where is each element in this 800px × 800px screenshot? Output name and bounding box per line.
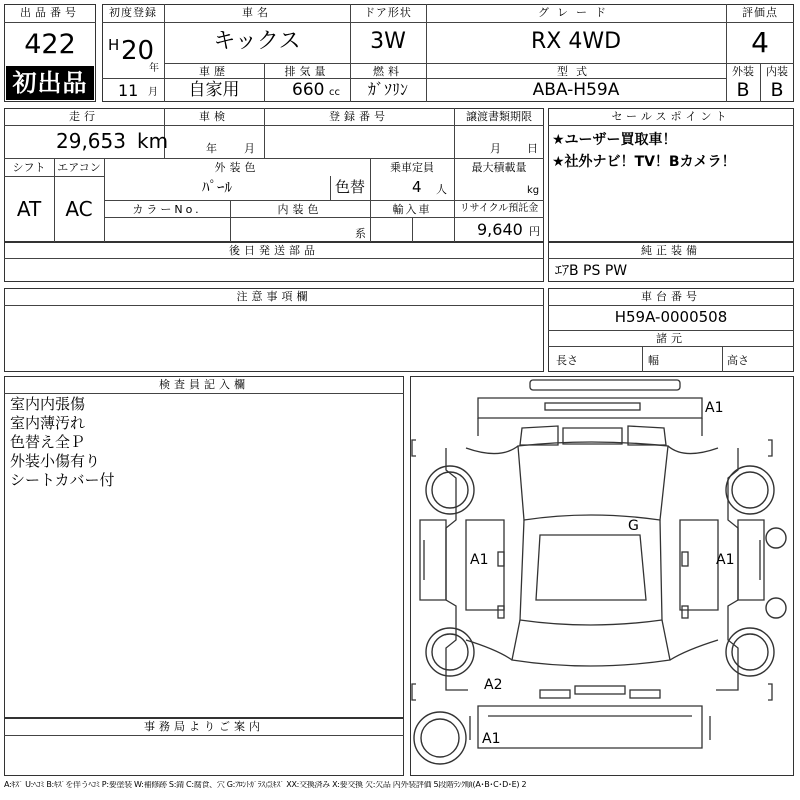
first-registration-year: 20 [121, 36, 155, 66]
inspector-note: 室内内張傷 [10, 395, 86, 413]
aircon: AC [65, 197, 93, 221]
car-name-label: 車名 [242, 6, 272, 19]
damage-mark-rear-left: A2 [484, 677, 503, 693]
lot-number-label: 出品番号 [20, 6, 80, 19]
color-number-label: カラーNo. [132, 203, 202, 216]
grade: RX 4WD [530, 29, 622, 54]
height-label: 高さ [727, 354, 749, 367]
inspection-year-unit: 年 [206, 142, 217, 155]
door-label: ドア形状 [364, 6, 412, 19]
transfer-day-unit: 日 [527, 142, 538, 155]
capacity: 4 [412, 178, 422, 196]
legend: A:ｷｽﾞ U:ﾍｺﾐ B:ｷｽﾞを伴うﾍｺﾐ P:要塗装 W:補修跡 S:錆 C:腐食、穴 G:ﾌﾛﾝﾄｶﾞﾗｽ点ｷｽﾞ XX:交換済み X:要交換 欠:欠品 内外装評価 5段階ﾗﾝｸ順(A･B･C･D･E) 2 [4, 781, 527, 789]
equipment: ｴｱB PS PW [555, 263, 628, 279]
interior-grade-label: 内装 [766, 65, 788, 78]
sales-point-line: ★ユーザー買取車！ [552, 132, 677, 148]
transfer-month-unit: 月 [490, 142, 501, 155]
car-diagram-box [410, 376, 794, 776]
sales-points-box [548, 108, 794, 242]
color-change: 色替 [334, 178, 365, 196]
recycle-label: リサイクル預託金 [459, 203, 539, 214]
office-notice-label: 事務局よりご案内 [144, 720, 264, 733]
recycle-unit: 円 [529, 225, 540, 238]
max-load-label: 最大積載量 [471, 161, 527, 174]
exterior-grade-label: 外装 [732, 65, 754, 78]
registration-number-label: 登録番号 [329, 110, 389, 123]
exterior-grade: B [736, 79, 750, 101]
inspector-label: 検査員記入欄 [159, 378, 249, 391]
displacement: 660 [292, 80, 325, 100]
equipment-label: 純正装備 [641, 244, 701, 257]
shift-label: シフト [12, 161, 46, 174]
first-listing-badge: 初出品 [6, 66, 94, 100]
fuel-label: 燃料 [373, 65, 403, 78]
damage-mark-left-side: A1 [470, 552, 489, 568]
mileage: 29,653 [56, 129, 126, 153]
model-code: ABA-H59A [532, 80, 620, 100]
fuel: ｶﾞｿﾘﾝ [367, 80, 408, 99]
dimensions-label: 諸元 [656, 332, 686, 345]
notes-label: 注意事項欄 [236, 290, 312, 303]
model-code-label: 型式 [557, 65, 595, 78]
damage-mark-front-bumper: A1 [705, 400, 724, 416]
aircon-label: エアコン [57, 161, 101, 174]
car-name: キックス [213, 29, 301, 54]
inspector-note: 室内薄汚れ [10, 414, 86, 432]
month-unit: 月 [148, 87, 158, 98]
score-label: 評価点 [742, 6, 778, 19]
import-label: 輸入車 [392, 203, 432, 216]
damage-mark-rear-bumper: A1 [482, 731, 501, 747]
history-label: 車歴 [199, 65, 229, 78]
sales-points-label: セールスポイント [611, 110, 731, 123]
displacement-unit: cc [329, 87, 340, 98]
mileage-unit: km [137, 129, 169, 153]
inspector-note: 外装小傷有り [10, 452, 101, 470]
interior-grade: B [770, 79, 784, 101]
chassis-number: H59A-0000508 [614, 308, 728, 326]
year-unit: 年 [149, 63, 159, 74]
door-type: 3W [370, 29, 406, 54]
width-label: 幅 [648, 354, 659, 367]
lot-number: 422 [24, 29, 76, 60]
max-load-unit: kg [527, 185, 540, 196]
transfer-deadline-label: 譲渡書類期限 [466, 110, 532, 123]
length-label: 長さ [556, 354, 578, 367]
grade-label: グレード [538, 6, 614, 19]
score: 4 [751, 26, 769, 59]
era-mark: H [108, 36, 120, 54]
exterior-color-label: 外装色 [214, 161, 260, 174]
first-registration-month: 11 [118, 81, 139, 100]
exterior-color: ﾊﾟｰﾙ [201, 178, 232, 196]
sales-point-line: ★社外ナビ！TV！Bカメラ！ [552, 154, 736, 170]
interior-color-label: 内装色 [277, 203, 323, 216]
later-parts-label: 後日発送部品 [229, 244, 319, 257]
capacity-label: 乗車定員 [390, 161, 434, 174]
mileage-label: 走行 [69, 110, 99, 123]
inspector-note: 色替え全Ｐ [10, 433, 86, 451]
recycle-fee: 9,640 [477, 220, 523, 239]
first-registration-label: 初度登録 [109, 6, 157, 19]
damage-mark-windshield: G [628, 518, 639, 534]
capacity-unit: 人 [436, 183, 447, 196]
interior-color-unit: 系 [355, 227, 366, 240]
shift: AT [16, 197, 42, 221]
damage-mark-right-side: A1 [716, 552, 735, 568]
inspector-note: シートカバー付 [10, 471, 115, 489]
inspection-label: 車検 [199, 110, 229, 123]
history: 自家用 [188, 80, 240, 100]
inspection-month-unit: 月 [244, 142, 255, 155]
displacement-label: 排気量 [284, 65, 330, 78]
chassis-number-label: 車台番号 [641, 290, 701, 303]
